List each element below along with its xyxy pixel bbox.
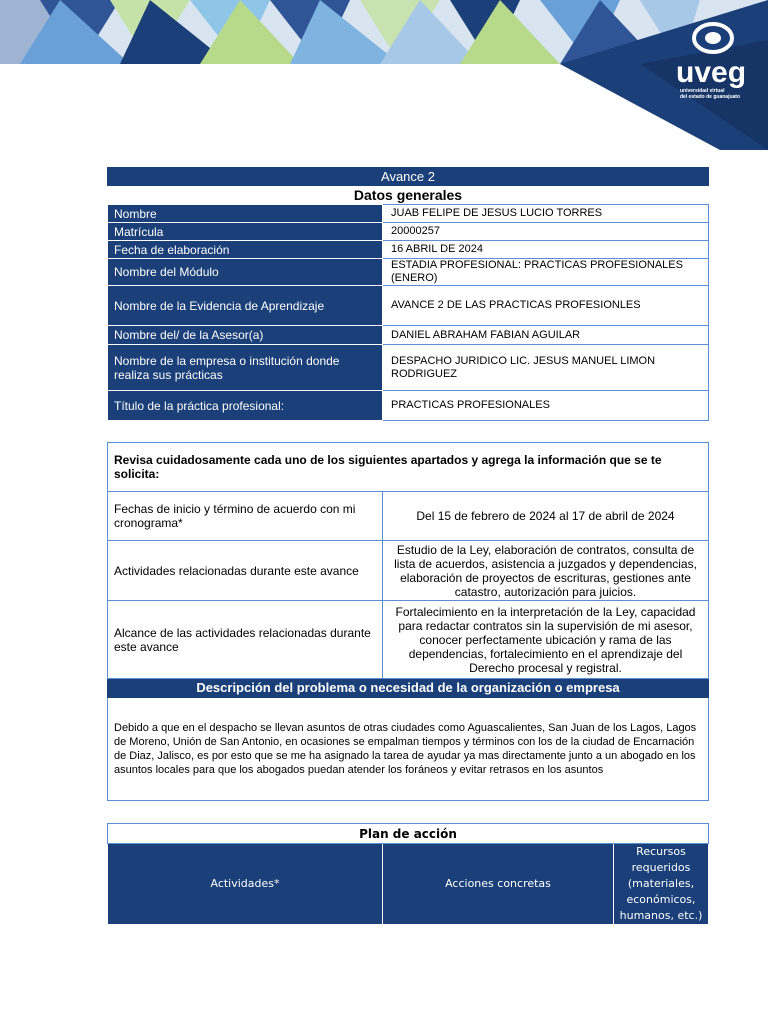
svg-text:uveg: uveg — [676, 56, 747, 89]
action-plan-title: Plan de acción — [108, 824, 709, 844]
value-name: JUAB FELIPE DE JESUS LUCIO TORRES — [383, 205, 709, 223]
general-data-table — [107, 167, 709, 421]
value-company: DESPACHO JURIDICO LIC. JESUS MANUEL LIMON RODRIGUEZ — [383, 345, 709, 391]
column-activities: Actividades* — [108, 844, 383, 925]
label-module: Nombre del Módulo — [108, 259, 383, 286]
value-advisor: DANIEL ABRAHAM FABIAN AGUILAR — [383, 326, 709, 345]
value-dates: Del 15 de febrero de 2024 al 17 de abril de 2024 — [383, 492, 709, 541]
svg-text:del estado de guanajuato: del estado de guanajuato — [680, 94, 741, 100]
label-date: Fecha de elaboración — [108, 241, 383, 259]
label-evidence: Nombre de la Evidencia de Aprendizaje — [108, 286, 383, 326]
label-advisor: Nombre del/ de la Asesor(a) — [108, 326, 383, 345]
general-data-title: Datos generales — [353, 187, 463, 203]
review-table — [107, 442, 709, 801]
value-scope: Fortalecimiento en la interpretación de la Ley, capacidad para redactar contratos sin la supervisión de mi asesor, conocer perfectamente ubicación y rama de las dependencias, fortalecimiento en el aprendizaje del Derecho procesal y registral. — [383, 601, 709, 679]
value-evidence: AVANCE 2 DE LAS PRACTICAS PROFESIONLES — [383, 286, 709, 326]
label-activities: Actividades relacionadas durante este avance — [108, 541, 383, 601]
review-instructions: Revisa cuidadosamente cada uno de los siguientes apartados y agrega la información que se te solicita: — [108, 443, 709, 492]
column-actions: Acciones concretas — [383, 844, 614, 925]
value-module: ESTADIA PROFESIONAL: PRACTICAS PROFESIONALES (ENERO) — [383, 259, 709, 286]
label-company: Nombre de la empresa o institución donde realiza sus prácticas — [108, 345, 383, 391]
value-practice-title: PRACTICAS PROFESIONALES — [383, 391, 709, 421]
action-plan-table — [107, 823, 709, 925]
label-scope: Alcance de las actividades relacionadas durante este avance — [108, 601, 383, 679]
label-name: Nombre — [108, 205, 383, 223]
label-practice-title: Título de la práctica profesional: — [108, 391, 383, 421]
problem-description: Debido a que en el despacho se llevan asuntos de otras ciudades como Aguascalientes, San Juan de los Lagos, Lagos de Moreno, Unión de San Antonio, en ocasiones se empalman tiempos y términos con los de la ciudad de Encarnación de Diaz, Jalisco, es por esto que se me ha asignado la tarea de ayudar ya mas directamente junto a un abogado en los asuntos locales para que los abogados puedan atender los foráneos y evitar retrasos en los asuntos — [108, 698, 709, 801]
value-date: 16 ABRIL DE 2024 — [383, 241, 709, 259]
value-student-id: 20000257 — [383, 223, 709, 241]
label-student-id: Matrícula — [108, 223, 383, 241]
column-resources: Recursos requeridos (materiales, económicos, humanos, etc.) — [614, 844, 709, 925]
header-banner — [0, 0, 768, 150]
label-dates: Fechas de inicio y término de acuerdo con mi cronograma* — [108, 492, 383, 541]
value-activities: Estudio de la Ley, elaboración de contratos, consulta de lista de acuerdos, asistencia a juzgados y dependencias, elaboración de proyectos de escrituras, gestiones ante catastro, autorización para juicios. — [383, 541, 709, 601]
problem-section-title: Descripción del problema o necesidad de la organización o empresa — [108, 679, 709, 698]
advance-header: Avance 2 — [108, 168, 709, 186]
svg-text:universidad virtual: universidad virtual — [680, 88, 725, 94]
